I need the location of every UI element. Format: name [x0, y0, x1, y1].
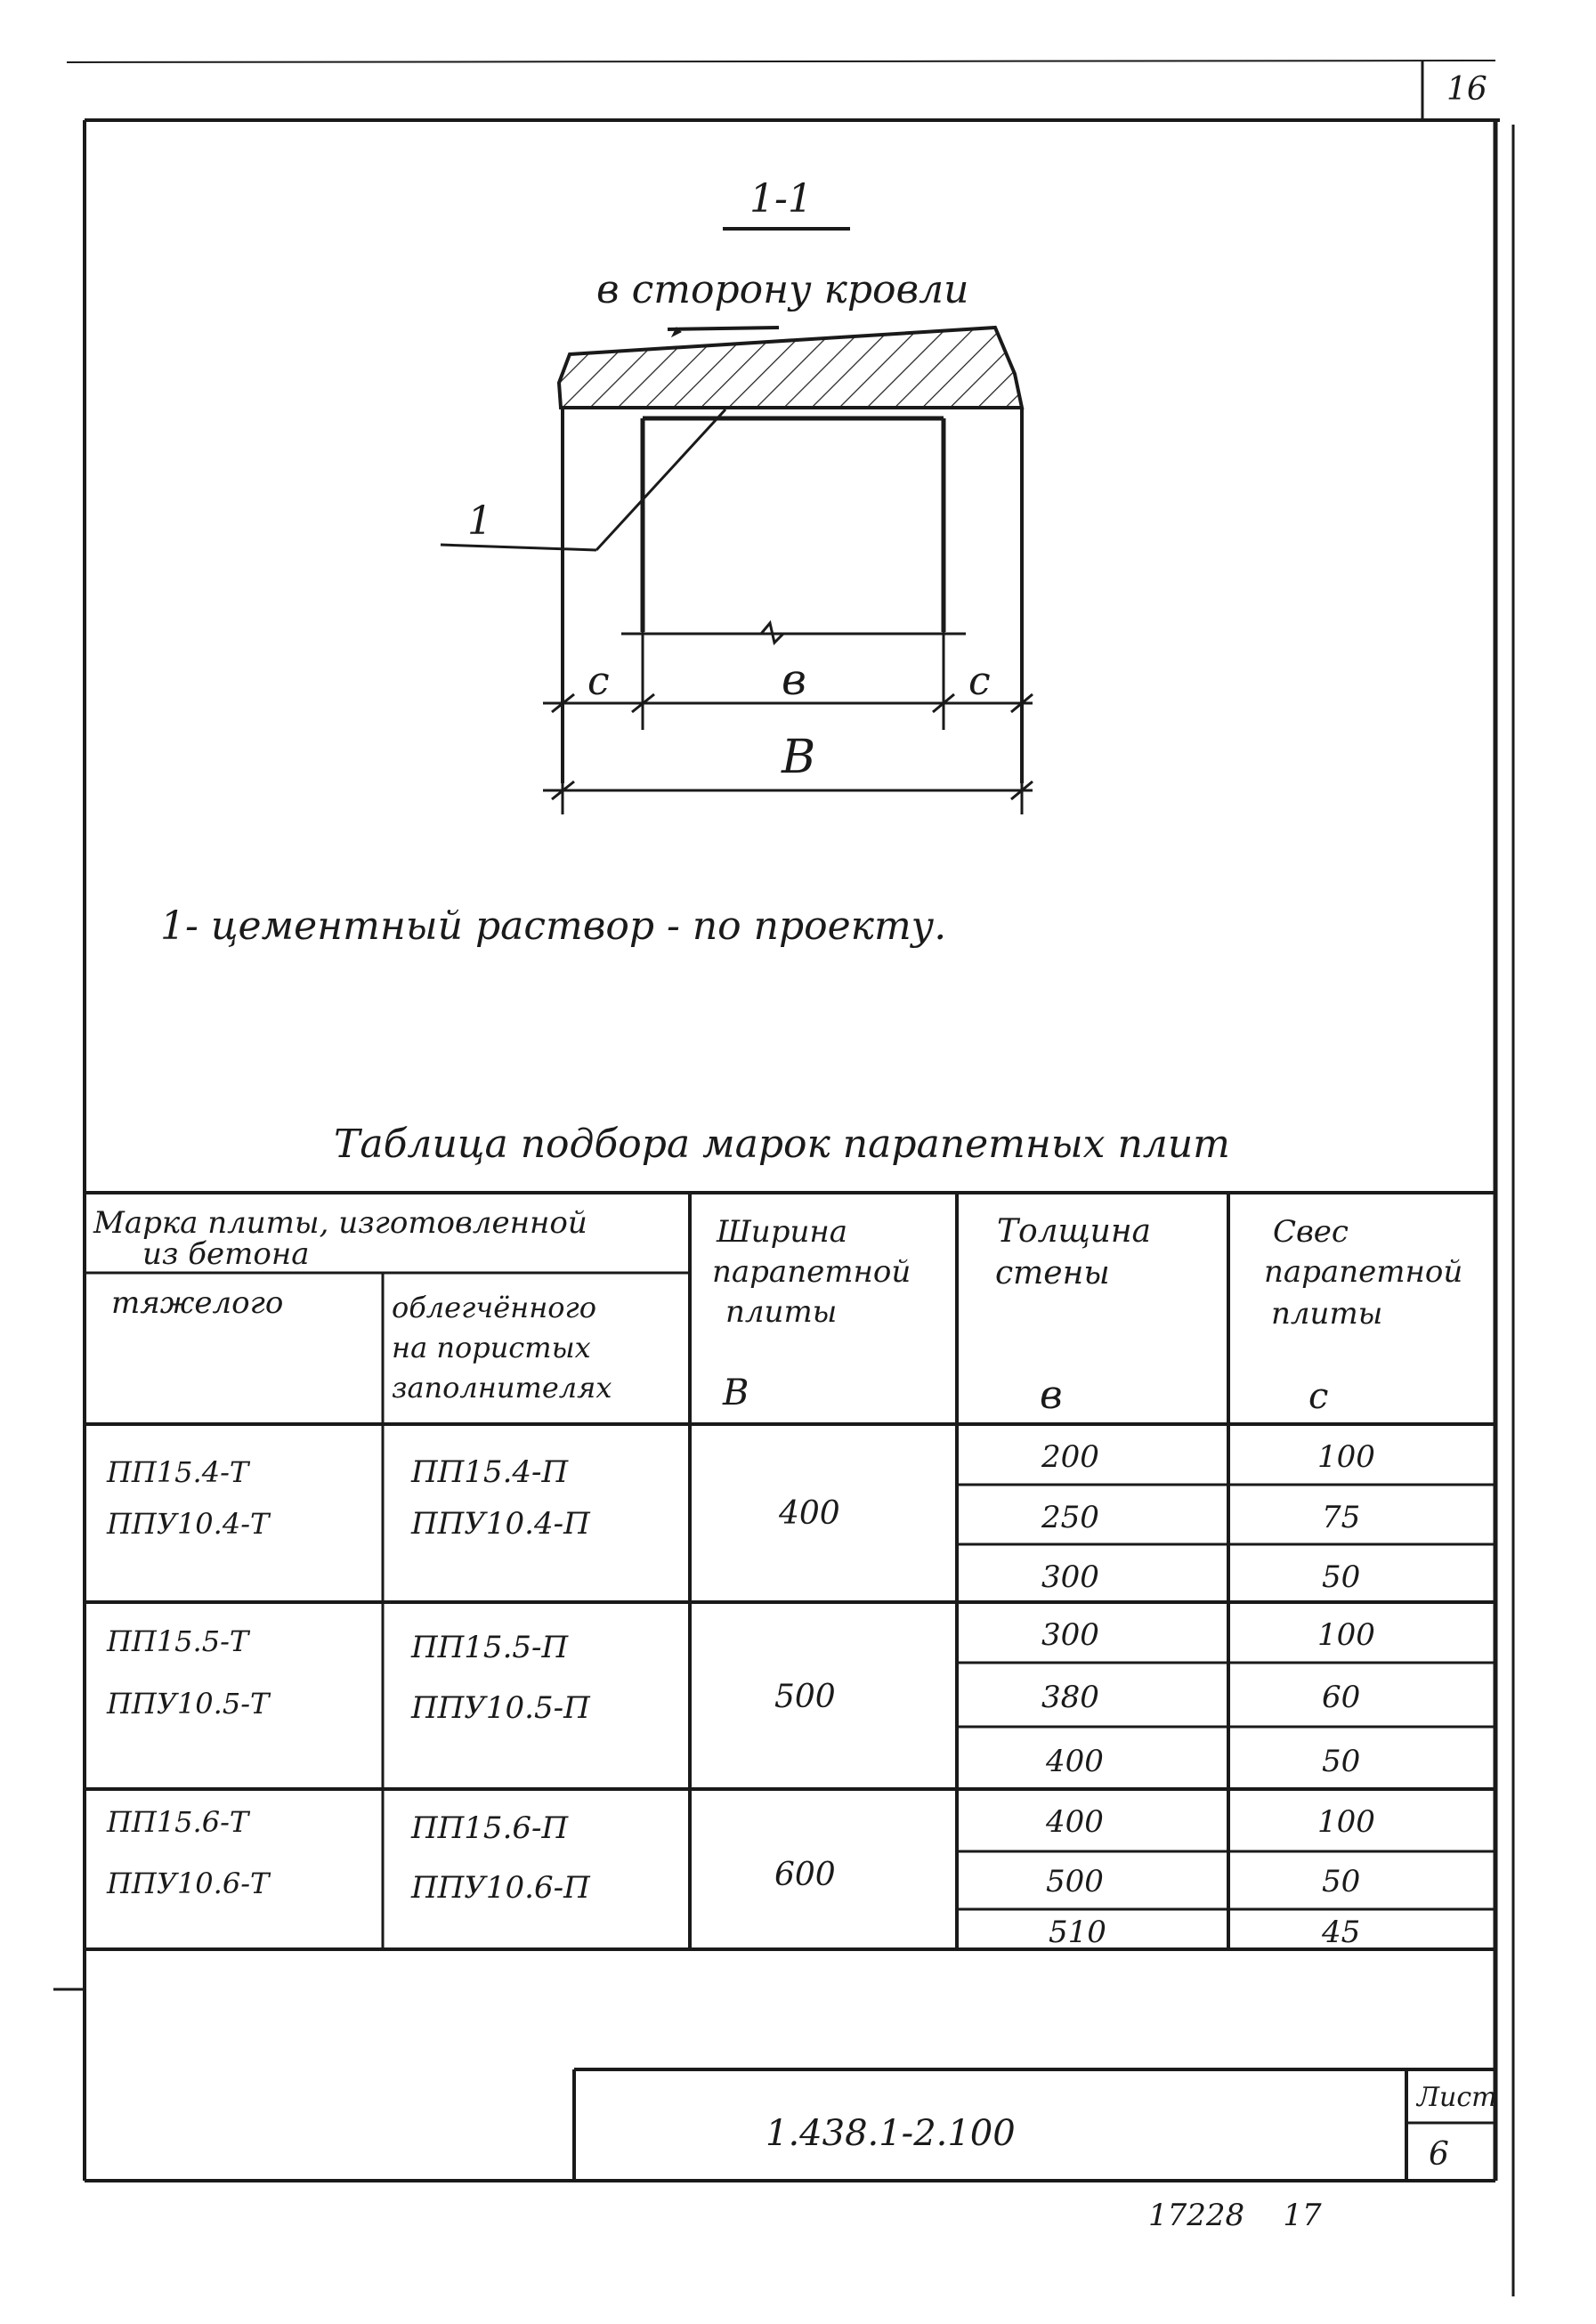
table-cell-overhang: 60 [1322, 1680, 1361, 1715]
header-light: облегчённого на пористых заполнителях [392, 1291, 612, 1405]
table-cell-wall: 200 [1041, 1439, 1099, 1475]
table-cell-wall: 400 [1046, 1804, 1104, 1840]
header-wall-symbol: в [1040, 1373, 1063, 1418]
title-block-frame [574, 2069, 1495, 2181]
table-cell-heavy: ПП15.5-Т [107, 1624, 249, 1658]
table-cell-overhang: 100 [1317, 1617, 1375, 1653]
table-title: Таблица подбора марок парапетных плит [334, 1122, 1230, 1167]
document-code: 1.438.1-2.100 [766, 2113, 1016, 2154]
table-cell-overhang: 50 [1322, 1559, 1361, 1595]
table-cell-overhang: 45 [1322, 1915, 1361, 1950]
header-overhang-symbol: c [1308, 1376, 1329, 1417]
table-cell-heavy: ППУ10.6-Т [107, 1866, 270, 1900]
table-cell-light: ППУ10.5-П [411, 1690, 590, 1726]
material-note: 1- цементный раствор - по проекту. [160, 903, 947, 949]
dimension-c-right: c [968, 659, 991, 704]
table-cell-width: 600 [774, 1857, 836, 1893]
dimension-c-left: c [587, 659, 610, 704]
table-cell-overhang: 100 [1317, 1804, 1375, 1840]
header-width: Ширина парапетной плиты [712, 1214, 911, 1330]
table-cell-width: 400 [779, 1495, 840, 1532]
table-cell-wall: 300 [1041, 1559, 1099, 1595]
dimension-B: В [782, 731, 816, 784]
table-cell-wall: 400 [1046, 1744, 1104, 1779]
table-cell-heavy: ППУ10.5-Т [107, 1687, 270, 1721]
table-cell-wall: 250 [1041, 1500, 1099, 1535]
table-cell-heavy: ПП15.4-Т [107, 1455, 249, 1489]
table-cell-width: 500 [774, 1679, 836, 1715]
section-title: 1-1 [749, 176, 813, 222]
dimension-b-small: в [782, 655, 806, 705]
corner-page-number: 16 [1446, 71, 1487, 108]
table-cell-heavy: ПП15.6-Т [107, 1805, 249, 1839]
callout-number: 1 [467, 498, 492, 544]
header-group: Марка плиты, изготовленной из бетона [93, 1205, 587, 1272]
table-cell-light: ПП15.6-П [411, 1810, 569, 1846]
table-cell-overhang: 50 [1322, 1744, 1361, 1779]
sheet-label: Лист [1417, 2082, 1497, 2113]
table-cell-light: ПП15.5-П [411, 1630, 569, 1665]
table-cell-light: ППУ10.4-П [411, 1506, 590, 1542]
table-cell-wall: 510 [1049, 1915, 1106, 1950]
table-cell-light: ППУ10.6-П [411, 1870, 590, 1906]
header-heavy: тяжелого [111, 1285, 284, 1321]
table-cell-wall: 300 [1041, 1617, 1099, 1653]
header-wall: Толщина стены [995, 1213, 1152, 1292]
section-drawing [441, 229, 1033, 814]
table-cell-wall: 500 [1046, 1864, 1104, 1899]
direction-label: в сторону кровли [596, 267, 969, 312]
table-cell-overhang: 100 [1317, 1439, 1375, 1475]
table-cell-overhang: 75 [1322, 1500, 1361, 1535]
table-cell-wall: 380 [1041, 1680, 1099, 1715]
header-overhang: Свес парапетной плиты [1264, 1214, 1463, 1332]
header-width-symbol: В [723, 1373, 749, 1413]
table-cell-light: ПП15.4-П [411, 1454, 569, 1490]
table-cell-heavy: ППУ10.4-Т [107, 1507, 270, 1541]
sheet-number: 6 [1429, 2136, 1449, 2173]
table-cell-overhang: 50 [1322, 1864, 1361, 1899]
bottom-numbers: 17228 17 [1148, 2198, 1322, 2233]
